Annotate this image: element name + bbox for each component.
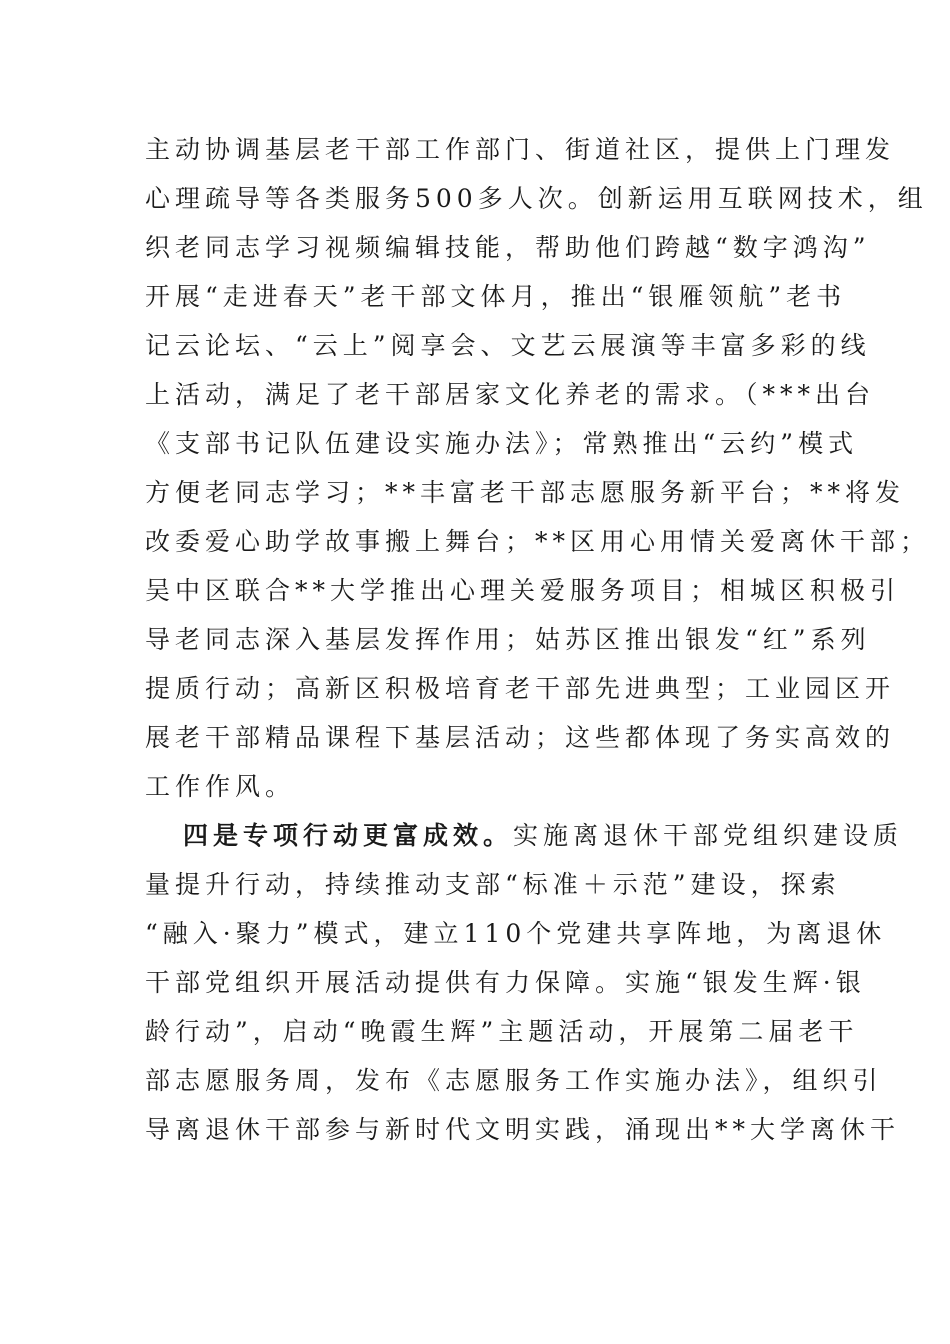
paragraph-line: 记云论坛、“云上”阅享会、文艺云展演等丰富多彩的线: [145, 331, 871, 360]
paragraph-line: 工作作风。: [145, 772, 296, 801]
paragraph-line: 量提升行动，持续推动支部“标准＋示范”建设，探索: [145, 870, 841, 899]
paragraph-line: 心理疏导等各类服务500多人次。创新运用互联网技术，组: [145, 184, 928, 213]
paragraph-first-line-text: 实施离退休干部党组织建设质: [513, 821, 904, 850]
paragraph-line: 干部党组织开展活动提供有力保障。实施“银发生辉·银: [145, 968, 866, 997]
paragraph-line: 《支部书记队伍建设实施办法》；常熟推出“云约”模式: [145, 429, 859, 458]
paragraph-line: 上活动，满足了老干部居家文化养老的需求。（***出台: [145, 380, 876, 409]
paragraph-line: 改委爱心助学故事搬上舞台；**区用心用情关爱离休干部；: [145, 527, 931, 556]
paragraph-line: 龄行动”，启动“晚霞生辉”主题活动，开展第二届老干: [145, 1017, 859, 1046]
paragraph-line: 织老同志学习视频编辑技能，帮助他们跨越“数字鸿沟”: [145, 233, 871, 262]
paragraph-line: 主动协调基层老干部工作部门、街道社区，提供上门理发: [145, 135, 896, 164]
paragraph-line: 方便老同志学习；**丰富老干部志愿服务新平台；**将发: [145, 478, 906, 507]
paragraph-line: 吴中区联合**大学推出心理关爱服务项目；相城区积极引: [145, 576, 901, 605]
paragraph-first-line: [183, 816, 903, 856]
paragraph-line: 展老干部精品课程下基层活动；这些都体现了务实高效的: [145, 723, 896, 752]
paragraph-line: “融入·聚力”模式，建立110个党建共享阵地，为离退休: [145, 919, 887, 948]
paragraph-line: 部志愿服务周，发布《志愿服务工作实施办法》，组织引: [145, 1066, 883, 1095]
paragraph-line: 开展“走进春天”老干部文体月，推出“银雁领航”老书: [145, 282, 847, 311]
paragraph-line: 导离退休干部参与新时代文明实践，涌现出**大学离休干: [145, 1115, 901, 1144]
section-lead-heading: 四是专项行动更富成效。: [183, 821, 514, 850]
paragraph-line: 导老同志深入基层发挥作用；姑苏区推出银发“红”系列: [145, 625, 871, 654]
paragraph-line: 提质行动；高新区积极培育老干部先进典型；工业园区开: [145, 674, 896, 703]
